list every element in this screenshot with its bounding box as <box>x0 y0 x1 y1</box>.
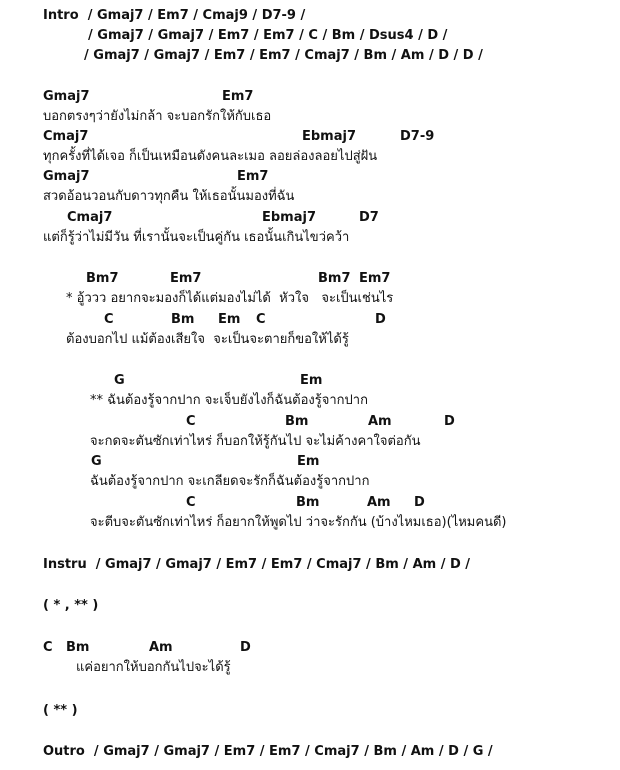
chord: Am <box>367 495 391 510</box>
chord: Bm <box>296 495 320 510</box>
chord: Ebmaj7 <box>262 210 317 225</box>
chord: Em7 <box>359 271 391 286</box>
chord: Gmaj7 <box>43 169 90 184</box>
lyric-line: * อู้ววว อยากจะมองก็ได้แต่มองไม่ได้ หัวใจ จะเป็นเช่นไร <box>66 291 394 306</box>
chord: C <box>186 414 196 429</box>
chord: Cmaj7 <box>67 210 113 225</box>
intro-line-3: / Gmaj7 / Gmaj7 / Em7 / Em7 / Cmaj7 / Bm / Am / D / D / <box>84 48 483 63</box>
lyric-line: ฉันต้องรู้จากปาก จะเกลียดจะรักก็ฉันต้องรู้จากปาก <box>90 474 370 489</box>
chord: Cmaj7 <box>43 129 89 144</box>
chord: G <box>91 454 102 469</box>
lyric-line: จะตีบจะตันซักเท่าไหร่ ก็อยากให้พูดไป ว่าจะรักกัน (บ้างไหมเธอ)(ไหมคนดี) <box>90 515 507 530</box>
chord: D <box>375 312 386 327</box>
chord: Bm <box>66 640 90 655</box>
outro-line: Outro / Gmaj7 / Gmaj7 / Em7 / Em7 / Cmaj7 / Bm / Am / D / G / <box>43 744 493 759</box>
chord: Em <box>218 312 241 327</box>
chord: Em7 <box>237 169 269 184</box>
chord: Bm7 <box>86 271 119 286</box>
intro-line-1: Intro / Gmaj7 / Em7 / Cmaj9 / D7-9 / <box>43 8 306 23</box>
lyric-line: สวดอ้อนวอนกับดาวทุกคืน ให้เธอนั้นมองที่ฉัน <box>43 189 295 204</box>
chord: C <box>256 312 266 327</box>
intro-line-2: / Gmaj7 / Gmaj7 / Em7 / Em7 / C / Bm / Dsus4 / D / <box>88 28 448 43</box>
chord: Bm <box>285 414 309 429</box>
repeat-marker: ( ** ) <box>43 703 78 718</box>
chord: D7 <box>359 210 379 225</box>
chord: C <box>43 640 53 655</box>
lyric-line: บอกตรงๆว่ายังไม่กล้า จะบอกรักให้กับเธอ <box>43 109 272 124</box>
chord: Bm <box>171 312 195 327</box>
lyric-line: จะกดจะตันซักเท่าไหร่ ก็บอกให้รู้กันไป จะไม่ค้างคาใจต่อกัน <box>90 434 421 449</box>
chord: Em <box>297 454 320 469</box>
chord: D7-9 <box>400 129 435 144</box>
lyric-line: แค่อยากให้บอกกันไปจะได้รู้ <box>76 660 231 675</box>
chord: Em7 <box>170 271 202 286</box>
chord: Ebmaj7 <box>302 129 357 144</box>
chord: Em <box>300 373 323 388</box>
repeat-marker: ( * , ** ) <box>43 598 99 613</box>
chord: Bm7 <box>318 271 351 286</box>
chord: Em7 <box>222 89 254 104</box>
chord: G <box>114 373 125 388</box>
chord: D <box>414 495 425 510</box>
instru-line: Instru / Gmaj7 / Gmaj7 / Em7 / Em7 / Cmaj7 / Bm / Am / D / <box>43 557 471 572</box>
lyric-line: ต้องบอกไป แม้ต้องเสียใจ จะเป็นจะตายก็ขอให้ได้รู้ <box>66 332 349 347</box>
chord: Am <box>149 640 173 655</box>
chord: C <box>186 495 196 510</box>
chord: Gmaj7 <box>43 89 90 104</box>
chord: D <box>240 640 251 655</box>
lyric-line: ทุกครั้งที่ได้เจอ ก็เป็นเหมือนดังคนละเมอ ลอยล่องลอยไปสู่ฝัน <box>43 149 378 164</box>
chord: C <box>104 312 114 327</box>
chord: Am <box>368 414 392 429</box>
lyric-line: แต่ก็รู้ว่าไม่มีวัน ที่เรานั้นจะเป็นคู่กัน เธอนั้นเกินไขว่คว้า <box>43 230 350 245</box>
lyric-line: ** ฉันต้องรู้จากปาก จะเจ็บยังไงก็ฉันต้องรู้จากปาก <box>90 393 368 408</box>
chord: D <box>444 414 455 429</box>
